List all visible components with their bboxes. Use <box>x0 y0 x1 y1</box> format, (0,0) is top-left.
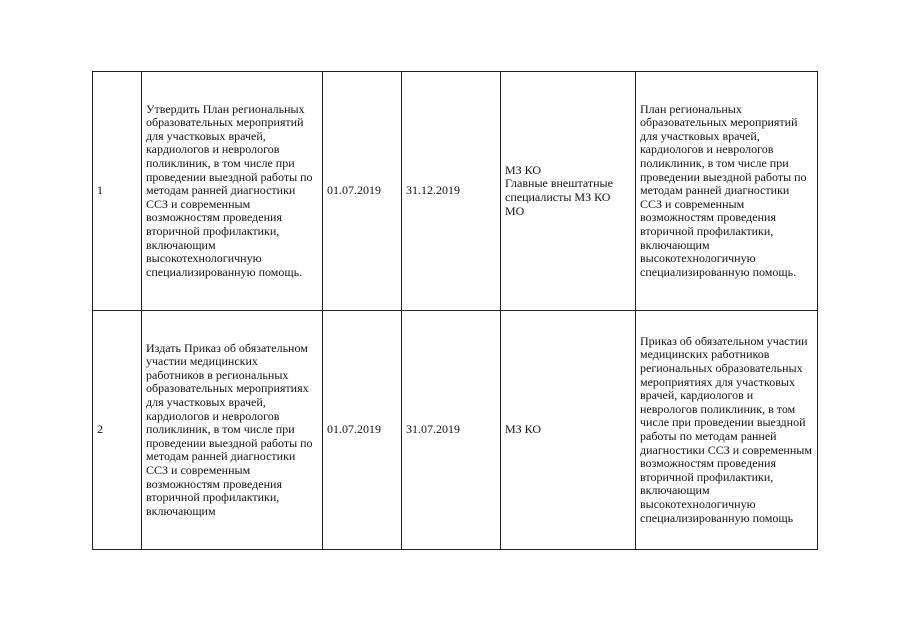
action-description: Издать Приказ об обязательном участии медицинских работников в региональных образовательных мероприятиях для участковых врачей, кардиологов и неврологов поликлиник, в том числе при проведении выездной работы по методам ранней диагностики ССЗ и современным возможностям проведения вторичной профилактики, включающим <box>142 311 323 550</box>
start-date: 01.07.2019 <box>323 311 402 550</box>
action-plan-table <box>92 71 818 550</box>
action-description: Утвердить План региональных образовательных мероприятий для участковых врачей, кардиологов и неврологов поликлиник, в том числе при проведении выездной работы по методам ранней диагностики ССЗ и современным возможностям проведения вторичной профилактики, включающим высокотехнологичную специализированную помощь. <box>142 72 323 311</box>
start-date: 01.07.2019 <box>323 72 402 311</box>
responsible-party: МЗ КО <box>501 311 636 550</box>
expected-result: Приказ об обязательном участии медицинских работников региональных образовательных мероприятиях для участковых врачей, кардиологов и неврологов поликлиник, в том числе при проведении выездной работы по методам ранней диагностики ССЗ и современным возможностям проведения вторичной профилактики, включающим высокотехнологичную специализированную помощь <box>636 311 818 550</box>
end-date: 31.12.2019 <box>402 72 501 311</box>
expected-result: План региональных образовательных мероприятий для участковых врачей, кардиологов и неврологов поликлиник, в том числе при проведении выездной работы по методам ранней диагностики ССЗ и современным возможностям проведения вторичной профилактики, включающим высокотехнологичную специализированную помощь. <box>636 72 818 311</box>
row-number: 2 <box>93 311 142 550</box>
row-number: 1 <box>93 72 142 311</box>
responsible-party: МЗ КО Главные внештатные специалисты МЗ КО МО <box>501 72 636 311</box>
table-row <box>93 72 818 311</box>
end-date: 31.07.2019 <box>402 311 501 550</box>
table-row <box>93 311 818 550</box>
